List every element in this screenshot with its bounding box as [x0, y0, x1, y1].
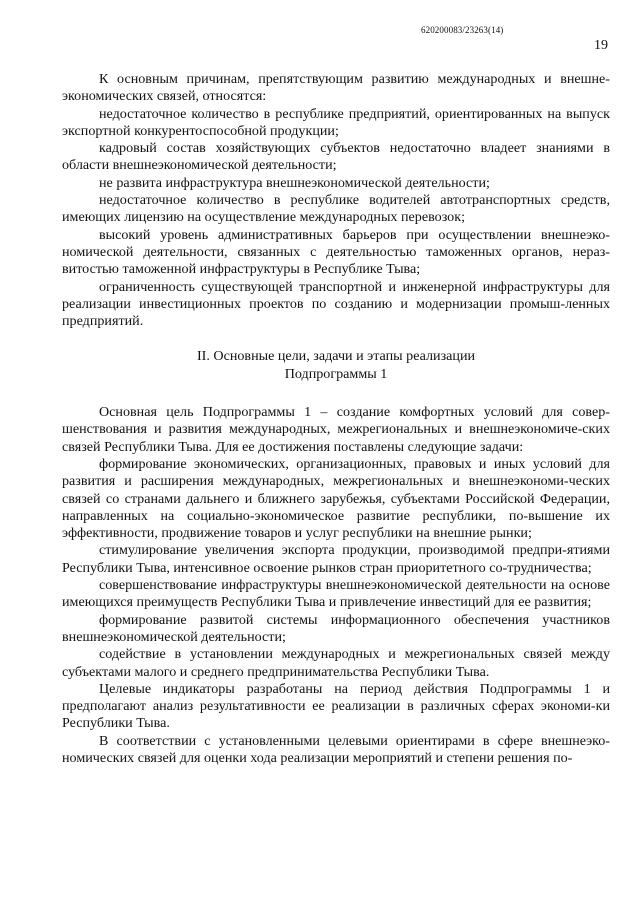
list-item: недостаточное количество в республике предприятий, ориентированных на выпуск экспортной конкурентоспособной продукции;	[62, 105, 610, 139]
section-heading	[62, 348, 610, 383]
list-item: ограниченность существующей транспортной и инженерной инфраструктуры для реализации инвестиционных проектов по созданию и модернизации промыш-ленных предприятий.	[62, 278, 610, 330]
list-item: кадровый состав хозяйствующих субъектов недостаточно владеет знаниями в области внешнеэкономической деятельности;	[62, 140, 610, 174]
list-item: совершенствование инфраструктуры внешнеэкономической деятельности на основе имеющихся преимуществ Республики Тыва и привлечение инвестиций для ее развития;	[62, 577, 610, 611]
paragraph: Целевые индикаторы разработаны на период действия Подпрограммы 1 и предполагают анализ результативности ее реализации в различных сферах экономи-ки Республики Тыва.	[62, 680, 610, 732]
list-item: формирование развитой системы информационного обеспечения участников внешнеэкономической деятельности;	[62, 611, 610, 645]
paragraph: К основным причинам, препятствующим развитию международных и внешне-экономических связей, относятся:	[62, 71, 610, 105]
paragraph: Основная цель Подпрограммы 1 – создание комфортных условий для совер-шенствования и развития международных, межрегиональных и внешнеэкономиче-ских связей Республики Тыва. Для ее достижения поставлены следующие задачи:	[62, 404, 610, 455]
list-item: стимулирование увеличения экспорта продукции, производимой предпри-ятиями Республики Тыва, интенсивное освоение рынков стран приоритетного со-трудничества;	[62, 542, 610, 576]
list-item: формирование экономических, организационных, правовых и иных условий для развития и расширения международных, межрегиональных и внешнеэкономи-ческих связей со странами дальнего и ближнего зарубежья, субъектами Российской Федерации, направленных на социально-экономическое развитие республики, по-вышение их эффективности, продвижение товаров и услуг республики на внешние рынки;	[62, 455, 610, 542]
list-item: содействие в установлении международных и межрегиональных связей между субъектами малого и среднего предпринимательства Республики Тыва.	[62, 646, 610, 680]
list-item: высокий уровень административных барьеров при осуществлении внешнеэко-номической деятельности, связанных с деятельностью таможенных органов, нераз-витостью таможенной инфраструктуры в Республике Тыва;	[62, 226, 610, 278]
body-text	[62, 71, 610, 767]
list-item: недостаточное количество в республике водителей автотранспортных средств, имеющих лицензию на осуществление международных перевозок;	[62, 192, 610, 226]
list-item: не развита инфраструктура внешнеэкономической деятельности;	[99, 174, 490, 191]
page-number: 19	[594, 38, 608, 53]
paragraph: В соответствии с установленными целевыми ориентирами в сфере внешнеэко-номических связей для оценки хода реализации мероприятий и степени решения по-	[62, 732, 610, 766]
document-id: 620200083/23263(14)	[421, 25, 504, 35]
section-heading-line-1: II. Основные цели, задачи и этапы реализации	[196, 348, 476, 365]
section-heading-line-2: Подпрограммы 1	[284, 365, 388, 382]
